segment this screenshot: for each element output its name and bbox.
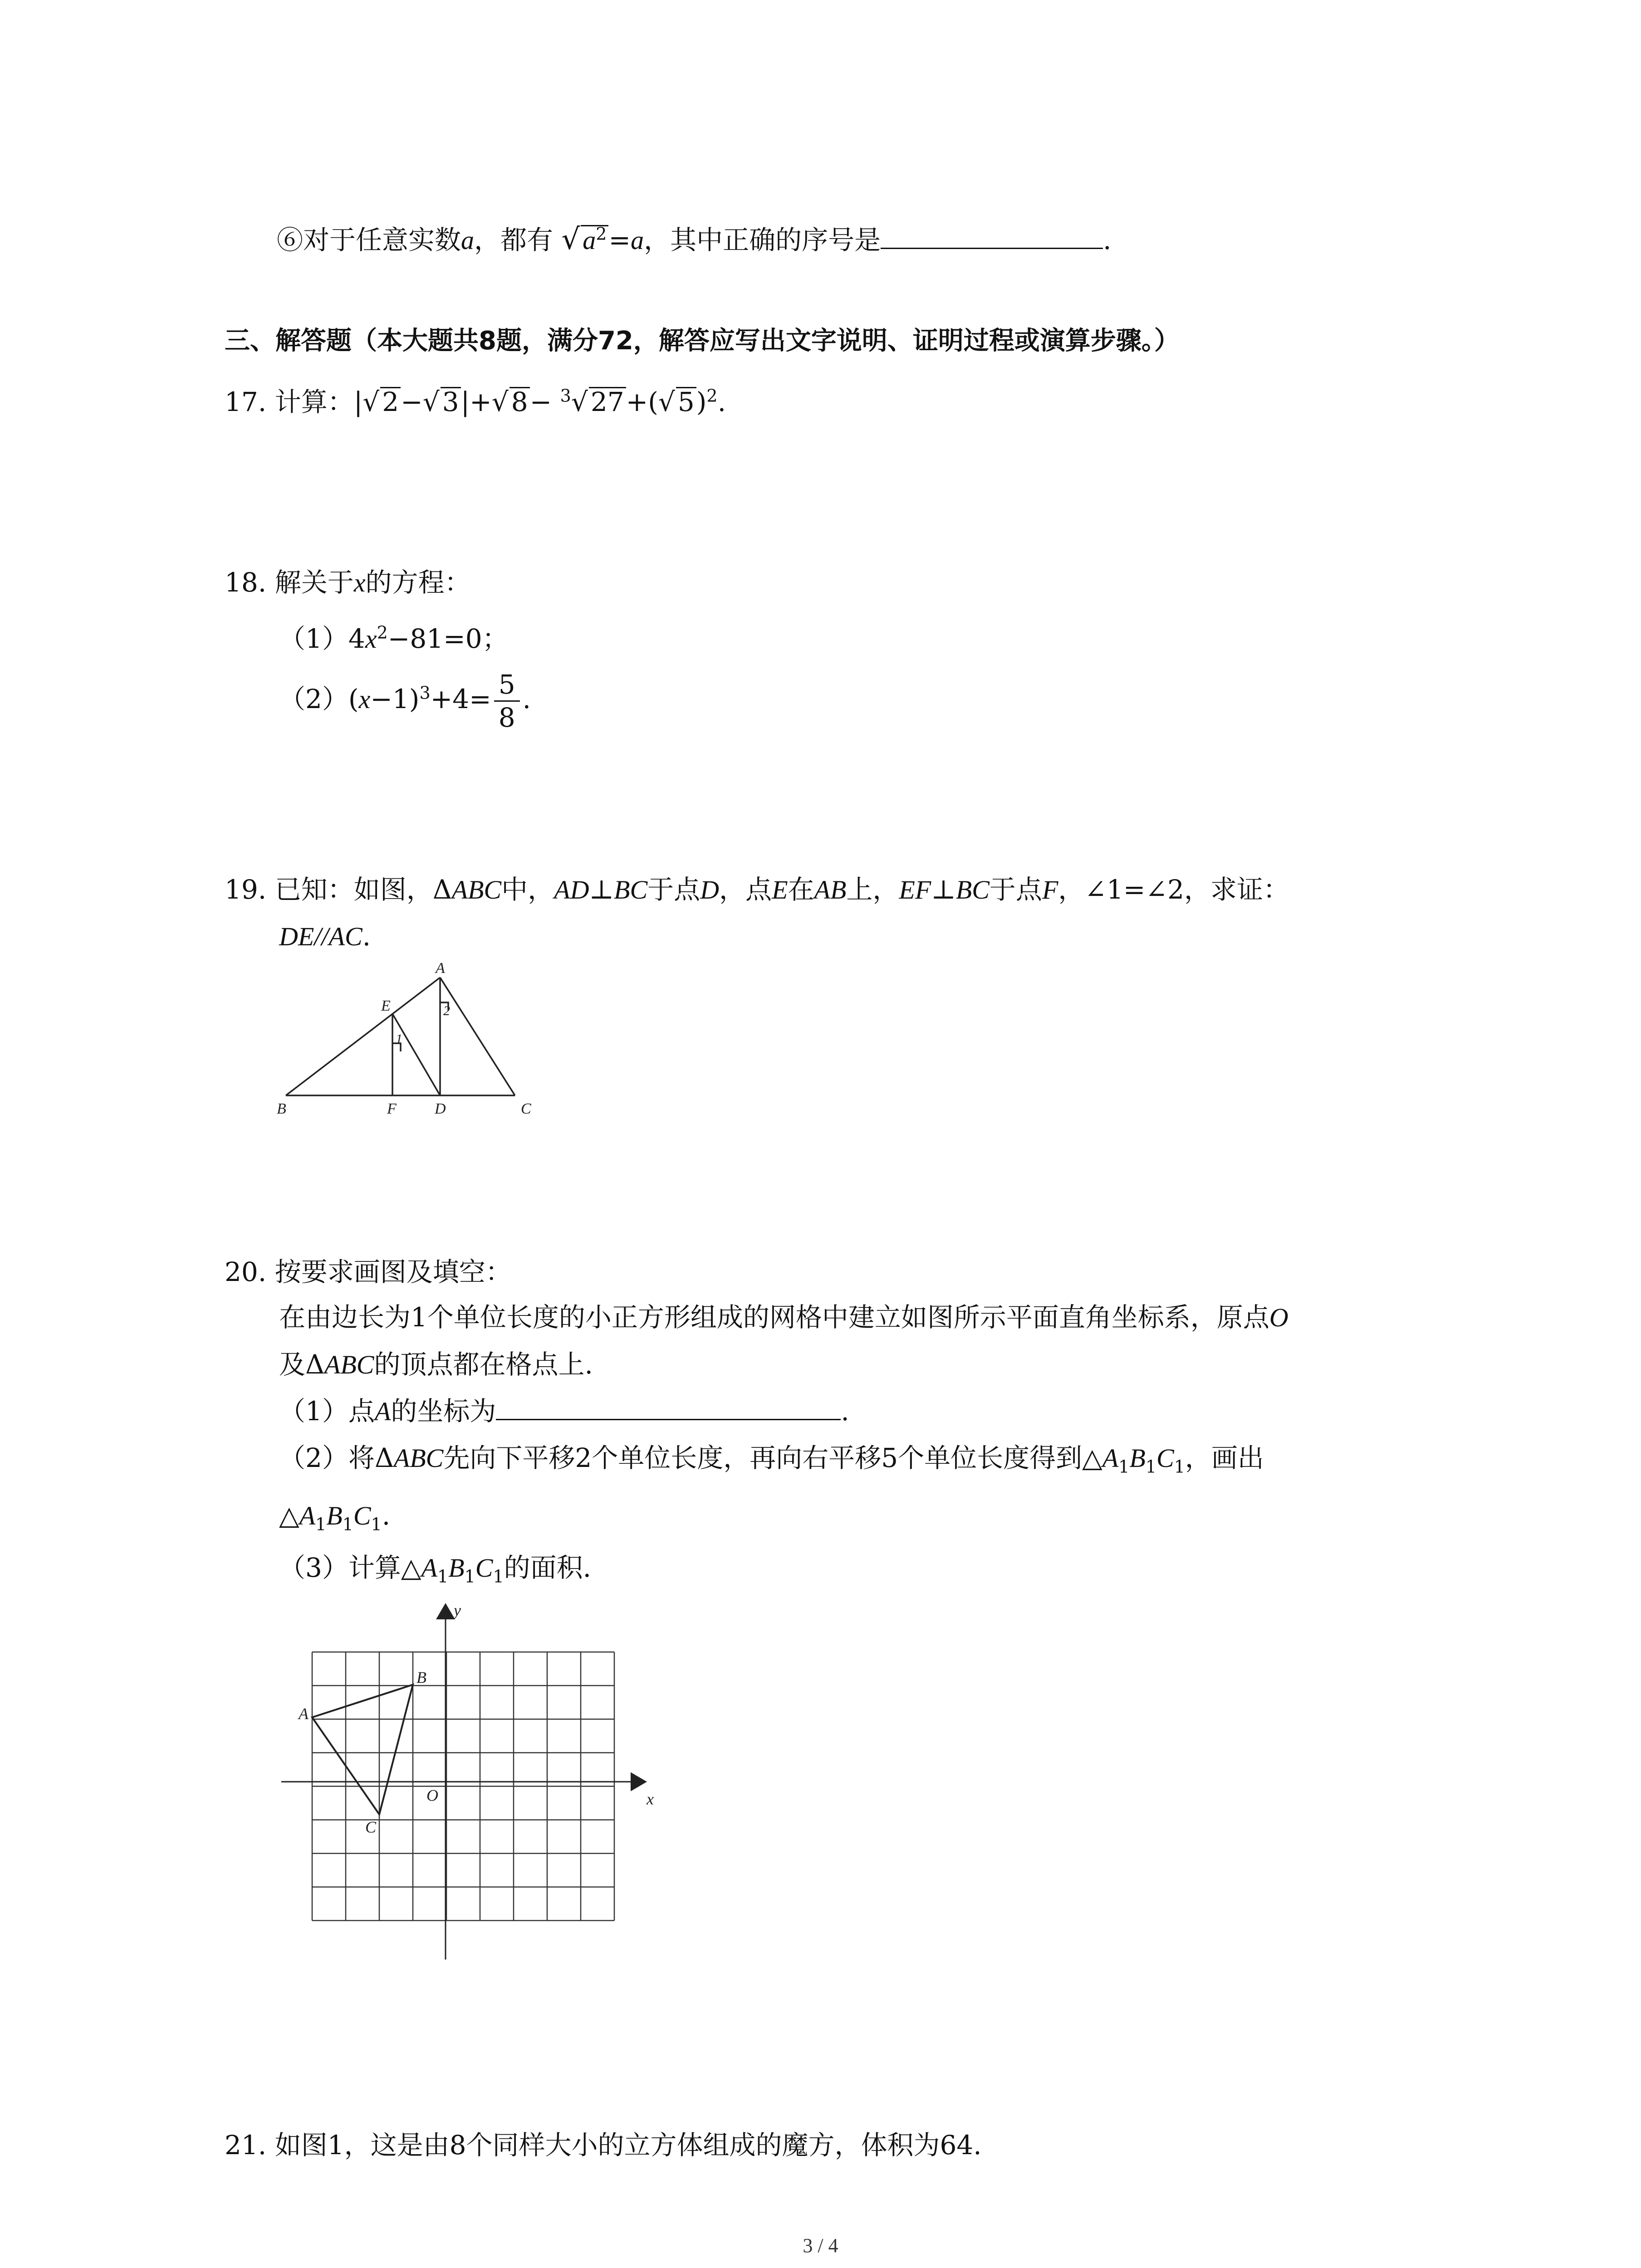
fraction: $\frac{5}{8}$ (494, 669, 520, 733)
label-angle1: 1 (396, 1031, 402, 1046)
q16-option-6: ⑥对于任意实数a，都有 √ $a^2=a$，其中正确的序号是 . (277, 223, 1112, 256)
q20-coordinate-grid (272, 1597, 662, 1969)
label-c: C (365, 1818, 377, 1836)
cube-root-index: 3 (560, 386, 571, 406)
line-ed (392, 1014, 440, 1095)
answer-blank[interactable] (881, 243, 1103, 249)
label-a: A (299, 1705, 309, 1723)
label-y-axis: y (454, 1601, 461, 1619)
q18-part2: $(2)(x-1)^3+4=$ $\frac{5}{8}$ . (279, 669, 531, 733)
q21: 21. 如图1，这是由8个同样大小的立方体组成的魔方，体积为64. (225, 2130, 982, 2160)
q20-part3: （3）计算$\triangle A_1B_1C_1$的面积. (279, 1552, 592, 1587)
q19-triangle-figure (272, 953, 544, 1125)
answer-blank[interactable] (496, 1414, 841, 1420)
page-number: 3 / 4 (803, 2234, 838, 2257)
q18: 18. 解关于x的方程： (225, 567, 471, 598)
label-d: D (435, 1100, 446, 1117)
sqrt-symbol: √ (491, 386, 509, 417)
label-origin: O (426, 1786, 438, 1804)
section3-title: 三、解答题（本大题共8题，满分72，解答应写出文字说明、证明过程或演算步骤。） (225, 326, 1180, 356)
radicand: $a^2$ (581, 225, 608, 254)
q18-part1: $(1)4x^2-81=0$； (279, 622, 509, 654)
label-c: C (521, 1100, 531, 1117)
q20-part1: （1）点A的坐标为 . (279, 1396, 849, 1427)
q20: 20. 按要求画图及填空： (225, 1256, 512, 1287)
grid-lines (312, 1652, 614, 1921)
q20-part2-line2: $\triangle A_1B_1C_1$. (279, 1500, 391, 1535)
label-e: E (381, 997, 391, 1014)
sqrt-symbol: √ (658, 386, 675, 417)
label-x-axis: x (647, 1790, 654, 1808)
sqrt-symbol: √ (571, 386, 588, 417)
q19-line2: DE//AC. (279, 921, 371, 952)
sqrt-symbol: √ (422, 386, 440, 417)
label-b: B (416, 1668, 426, 1686)
label-f: F (387, 1100, 397, 1117)
q20-intro-line1: 在由边长为1个单位长度的小正方形组成的网格中建立如图所示平面直角坐标系，原点O (279, 1302, 1288, 1333)
label-angle2: 2 (443, 1003, 450, 1018)
line-ba (286, 978, 440, 1095)
q20-part2: （2）将ΔABC先向下平移2个单位长度，再向右平移5个单位长度得到$\triangle A_1B_1C_1$，画出 (279, 1442, 1264, 1477)
label-b: B (277, 1100, 286, 1117)
label-a: A (436, 960, 445, 977)
triangle-abc (312, 1685, 413, 1814)
sqrt-symbol: √ (362, 386, 380, 417)
q19: 19. 已知：如图，ΔABC中，AD⊥BC于点D，点E在AB上，EF⊥BC于点F，∠1=∠2，求证： (225, 874, 1289, 905)
sqrt-symbol: √ (561, 223, 580, 256)
line-ac (440, 978, 515, 1095)
q20-intro-line2: 及ΔABC的顶点都在格点上. (279, 1349, 593, 1380)
q17: 17. 计算：|√ 2−√ 3|+√ 8− $^3$√ 27+(√ 5)$^2$. (225, 386, 726, 417)
